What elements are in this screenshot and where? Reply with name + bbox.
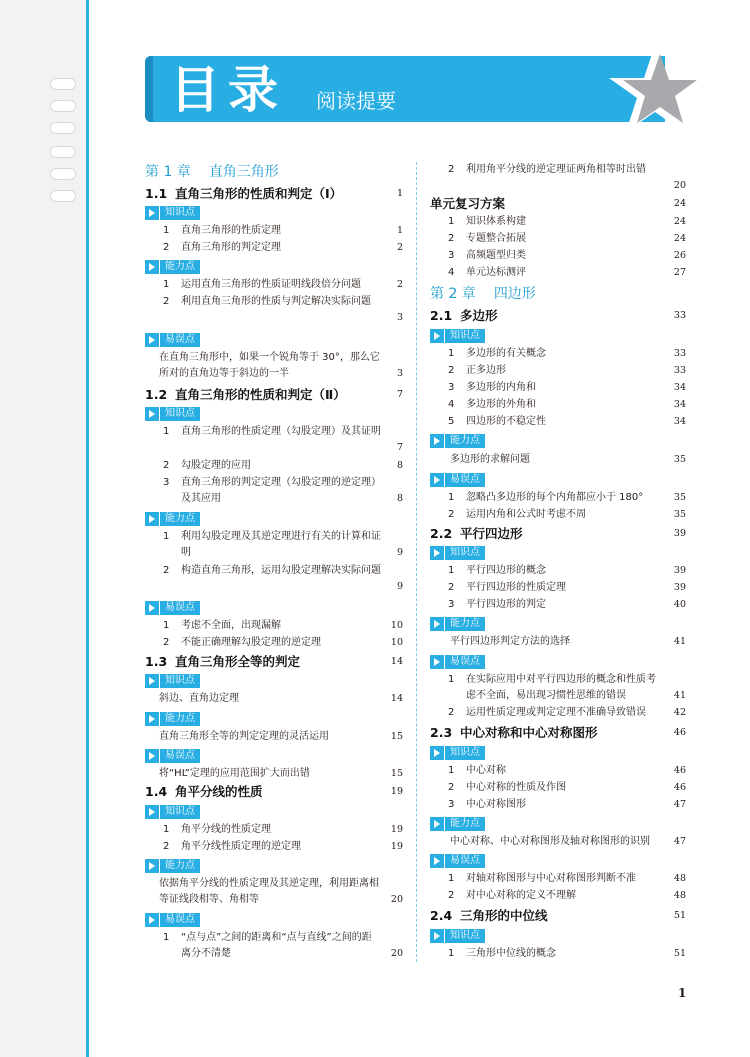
- play-icon: [145, 512, 159, 526]
- toc-item[interactable]: 2 构造直角三角形，运用勾股定理解决实际问题 9: [163, 565, 403, 592]
- page-title: 目录: [170, 61, 286, 119]
- toc-item[interactable]: 2 利用直角三角形的性质与判定解决实际问题 3: [163, 296, 403, 323]
- play-icon: [430, 929, 444, 943]
- ability-tag: 能力点: [145, 858, 200, 873]
- pitfall-tag: 易误点: [430, 654, 485, 669]
- knowledge-tag: 知识点: [430, 545, 485, 560]
- chapter-1-heading[interactable]: 第 1 章 直角三角形: [145, 164, 279, 180]
- page-subtitle: 阅读提要: [316, 89, 396, 113]
- knowledge-tag: 知识点: [145, 205, 200, 220]
- pitfall-tag: 易误点: [145, 748, 200, 763]
- ability-tag: 能力点: [430, 433, 485, 448]
- play-icon: [145, 333, 159, 347]
- chapter-2-heading[interactable]: 第 2 章 四边形: [430, 286, 536, 302]
- binding-spine: [86, 0, 89, 1057]
- play-icon: [430, 746, 444, 760]
- unit-review-heading[interactable]: 单元复习方案 24: [430, 196, 686, 211]
- star-icon: [600, 40, 710, 150]
- play-icon: [145, 859, 159, 873]
- toc-item[interactable]: 1 “点与点”之间的距离和“点与直线”之间的距离分不清楚 20: [163, 932, 403, 959]
- play-icon: [430, 329, 444, 343]
- toc-page: 目录 阅读提要 第 1 章 直角三角形 1.1 直角三角形的性质和判定（Ⅰ） 1 知识点 1 直角三角形的性质定理 1 2 直角三角形的判定定理 2 能力点 1 运用直角三角形的性质证明线段倍分问题 2 2 利用直角三角形的性质与判定解决实际问题 3 易误点 在直角三角形中，如果一个锐角等于 30°，那么它所对的直角边等于斜边的一半 3 1.2 直角三角形的性质和判定（Ⅱ） 7 知识点 1 直角三角形的性质定理（勾股定理）及其证明 7 2 勾股定理的应用 8 3 直角三角形的判定定理（勾股定理的逆定理）及其应用 8 能力点 1 利用勾股定理及其逆定理进行有关的计算和证明 9 2 构造直角三角形，运用勾股定理解决实际问题 9 易误点 1 考虑不全面，出现漏解 10 2 不能正确理解勾股定理的逆定理 10 1.3 直角三角形全等的判定 14 知识点 斜边、直角边定理 14 能力点 直角三角形全等的判定定理的灵活运用 15 易误点 将“HL”定理的应用范围扩大而出错 15 1.4 角平分线的性质 19 知识点 1 角平分线的性质定理 19 2 角平分线性质定理的逆定理 19 能力点 依据角平分线的性质定理及其逆定理，利用距离相等证线段相等、角相等 20 易误点 1 “点与点”之间的距离和“点与直线”之间的距离分不清楚 20 2 利用角平分线的逆定理证两角相等时出错 20 单元复习方案 24 1 知识体系构建 24 2 专题整合拓展 24 3 高频题型归类 26 4 单元达标测评 27 第 2 章 四边形 2.1 多边形 33 知识点 1 多边形的有关概念 33 2 正多边形 33 3 多边形的内角和 34 4 多边形的外角和 34 5 四边形的不稳定性 34 能力点 多边形的求解问题 35 易误点 1 忽略凸多边形的每个内角都应小于 180° 35 2 运用内角和公式时考虑不周 35 2.2 平行四边形 39 知识点 1 平行四边形的概念 39 2 平行四边形的性质定理 39 3 平行四边形的判定 40 能力点 平行四边形判定方法的选择 41 易误点 1 在实际应用中对平行四边形的概念和性质考虑不全面，易出现习惯性思维的错误 41 2 运用性质定理或判定定理不准确导致错误 42 2.3 中心对称和中心对称图形 46 知识点 1 中心对称 46 2 中心对称的性质及作图 46 3 中心对称图形 47 能力点 中心对称、中心对称图形及轴对称图形的识别 47 易误点 1 对轴对称图形与中心对称图形判断不准 48 2 对中心对称的定义不理解 48 2.4 三角形的中位线 51 知识点 1 三角形中位线的概念 51 1: [0, 0, 750, 1057]
- play-icon: [145, 712, 159, 726]
- ability-tag: 能力点: [430, 816, 485, 831]
- play-icon: [145, 805, 159, 819]
- knowledge-tag: 知识点: [145, 406, 200, 421]
- play-icon: [145, 601, 159, 615]
- toc-item[interactable]: 2 利用角平分线的逆定理证两角相等时出错 20: [448, 164, 686, 191]
- section-2-3[interactable]: 2.3 中心对称和中心对称图形 46: [430, 725, 686, 740]
- page-number: 1: [678, 986, 687, 1000]
- play-icon: [430, 817, 444, 831]
- column-divider: [416, 162, 417, 962]
- section-1-3[interactable]: 1.3 直角三角形全等的判定 14: [145, 654, 403, 669]
- play-icon: [145, 749, 159, 763]
- play-icon: [145, 206, 159, 220]
- toc-item[interactable]: 1 在实际应用中对平行四边形的概念和性质考虑不全面，易出现习惯性思维的错误 41: [448, 674, 686, 701]
- section-1-1[interactable]: 1.1 直角三角形的性质和判定（Ⅰ） 1: [145, 186, 403, 201]
- pitfall-tag: 易误点: [145, 912, 200, 927]
- play-icon: [145, 260, 159, 274]
- section-1-2[interactable]: 1.2 直角三角形的性质和判定（Ⅱ） 7: [145, 387, 403, 402]
- left-margin-band: [0, 0, 88, 1057]
- ability-tag: 能力点: [145, 511, 200, 526]
- section-1-4[interactable]: 1.4 角平分线的性质 19: [145, 784, 403, 799]
- play-icon: [430, 434, 444, 448]
- pitfall-tag: 易误点: [430, 472, 485, 487]
- title-banner-edge: [145, 56, 153, 122]
- toc-item[interactable]: 1 利用勾股定理及其逆定理进行有关的计算和证明 9: [163, 531, 403, 558]
- section-2-2[interactable]: 2.2 平行四边形 39: [430, 526, 686, 541]
- section-2-4[interactable]: 2.4 三角形的中位线 51: [430, 908, 686, 923]
- knowledge-tag: 知识点: [430, 328, 485, 343]
- ability-tag: 能力点: [430, 616, 485, 631]
- play-icon: [430, 546, 444, 560]
- toc-item[interactable]: 1 直角三角形的性质定理（勾股定理）及其证明 7: [163, 426, 403, 453]
- ability-tag: 能力点: [145, 259, 200, 274]
- knowledge-tag: 知识点: [430, 745, 485, 760]
- knowledge-tag: 知识点: [145, 673, 200, 688]
- pitfall-tag: 易误点: [145, 332, 200, 347]
- toc-item[interactable]: 依据角平分线的性质定理及其逆定理，利用距离相等证线段相等、角相等 20: [159, 878, 403, 905]
- play-icon: [145, 674, 159, 688]
- play-icon: [430, 854, 444, 868]
- play-icon: [145, 407, 159, 421]
- toc-item[interactable]: 在直角三角形中，如果一个锐角等于 30°，那么它所对的直角边等于斜边的一半 3: [159, 352, 403, 379]
- knowledge-tag: 知识点: [430, 928, 485, 943]
- knowledge-tag: 知识点: [145, 804, 200, 819]
- ability-tag: 能力点: [145, 711, 200, 726]
- play-icon: [430, 473, 444, 487]
- pitfall-tag: 易误点: [145, 600, 200, 615]
- pitfall-tag: 易误点: [430, 853, 485, 868]
- play-icon: [430, 617, 444, 631]
- toc-item[interactable]: 3 直角三角形的判定定理（勾股定理的逆定理）及其应用 8: [163, 477, 403, 504]
- section-2-1[interactable]: 2.1 多边形 33: [430, 308, 686, 323]
- play-icon: [430, 655, 444, 669]
- play-icon: [145, 913, 159, 927]
